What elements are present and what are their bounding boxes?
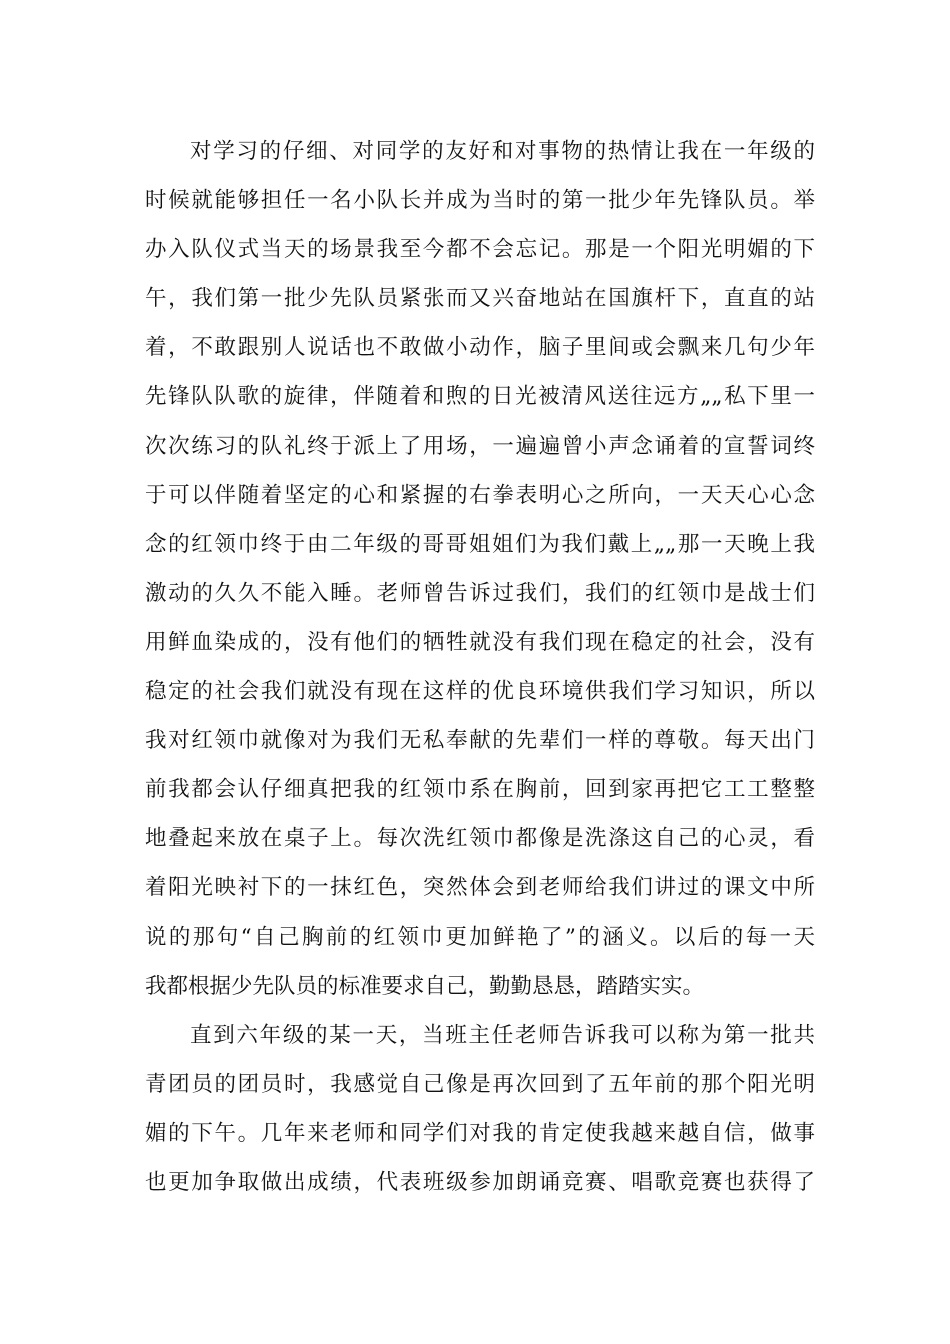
text-line: 于可以伴随着坚定的心和紧握的右拳表明心之所向，一天天心心念 xyxy=(145,482,815,508)
text-line: 我对红领巾就像对为我们无私奉献的先辈们一样的尊敬。每天出门 xyxy=(145,728,815,754)
text-line: 也更加争取做出成绩，代表班级参加朗诵竞赛、唱歌竞赛也获得了 xyxy=(145,1169,815,1195)
paragraph-1 xyxy=(145,132,815,1016)
text-line: 午，我们第一批少先队员紧张而又兴奋地站在国旗杆下，直直的站 xyxy=(145,286,815,312)
text-line: 对学习的仔细、对同学的友好和对事物的热情让我在一年级的 xyxy=(190,139,815,164)
text-line: 稳定的社会我们就没有现在这样的优良环境供我们学习知识，所以 xyxy=(145,679,815,705)
text-line: 青团员的团员时，我感觉自己像是再次回到了五年前的那个阳光明 xyxy=(145,1071,815,1097)
text-line: 办入队仪式当天的场景我至今都不会忘记。那是一个阳光明媚的下 xyxy=(145,237,815,263)
text-line: 前我都会认仔细真把我的红领巾系在胸前，回到家再把它工工整整 xyxy=(145,777,815,803)
text-line: 说的那句“自己胸前的红领巾更加鲜艳了”的涵义。以后的每一天 xyxy=(145,924,815,950)
text-line: 用鲜血染成的，没有他们的牺牲就没有我们现在稳定的社会，没有 xyxy=(145,629,815,655)
text-line: 媚的下午。几年来老师和同学们对我的肯定使我越来越自信，做事 xyxy=(145,1120,815,1146)
text-line: 念的红领巾终于由二年级的哥哥姐姐们为我们戴上„„那一天晚上我 xyxy=(145,531,815,557)
text-line: 地叠起来放在桌子上。每次洗红领巾都像是洗涤这自己的心灵，看 xyxy=(145,826,815,852)
text-line: 着，不敢跟别人说话也不敢做小动作，脑子里间或会飘来几句少年 xyxy=(145,335,815,361)
text-line: 激动的久久不能入睡。老师曾告诉过我们，我们的红领巾是战士们 xyxy=(145,580,815,606)
text-line: 时候就能够担任一名小队长并成为当时的第一批少年先锋队员。举 xyxy=(145,188,815,214)
paragraph-2 xyxy=(145,1016,815,1212)
text-line: 先锋队队歌的旋律，伴随着和煦的日光被清风送往远方„„私下里一 xyxy=(145,384,815,410)
text-line: 着阳光映衬下的一抹红色，突然体会到老师给我们讲过的课文中所 xyxy=(145,875,815,901)
text-line: 次次练习的队礼终于派上了用场，一遍遍曾小声念诵着的宣誓词终 xyxy=(145,433,815,459)
body-text xyxy=(145,132,815,1212)
text-line: 我都根据少先队员的标准要求自己，勤勤恳恳，踏踏实实。 xyxy=(145,973,705,999)
text-line: 直到六年级的某一天，当班主任老师告诉我可以称为第一批共 xyxy=(190,1022,815,1048)
